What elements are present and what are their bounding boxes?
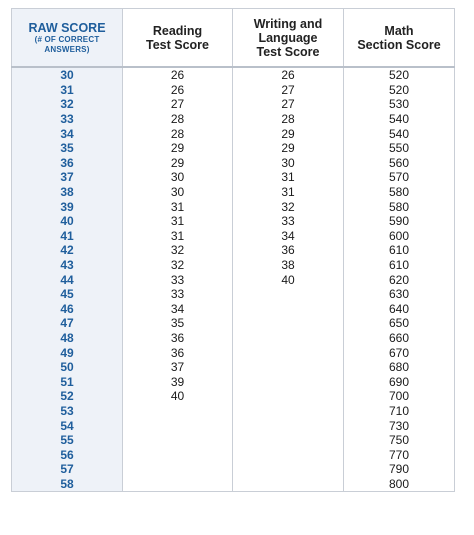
writing-score-cell <box>233 331 344 346</box>
raw-score-cell: 36 <box>12 156 123 171</box>
table-row <box>12 156 455 171</box>
math-score-cell: 690 <box>344 374 455 389</box>
writing-score-cell: 26 <box>233 67 344 83</box>
table-row <box>12 141 455 156</box>
table-row <box>12 229 455 244</box>
reading-score-cell: 35 <box>123 316 233 331</box>
math-score-cell: 590 <box>344 214 455 229</box>
math-score-cell: 560 <box>344 156 455 171</box>
writing-score-cell: 34 <box>233 229 344 244</box>
reading-score-cell <box>123 477 233 492</box>
reading-score-cell: 27 <box>123 97 233 112</box>
math-score-cell: 540 <box>344 112 455 127</box>
raw-score-cell: 34 <box>12 126 123 141</box>
table-row <box>12 214 455 229</box>
math-score-cell: 610 <box>344 258 455 273</box>
table-row <box>12 462 455 477</box>
table-row <box>12 433 455 448</box>
raw-score-cell: 43 <box>12 258 123 273</box>
table-row <box>12 447 455 462</box>
reading-score-cell: 36 <box>123 345 233 360</box>
table-row <box>12 331 455 346</box>
raw-score-cell: 35 <box>12 141 123 156</box>
raw-score-subtitle-line1: (# OF CORRECT <box>34 34 100 44</box>
raw-score-cell: 58 <box>12 477 123 492</box>
math-score-cell: 670 <box>344 345 455 360</box>
table-row <box>12 404 455 419</box>
math-score-cell: 530 <box>344 97 455 112</box>
table-body <box>12 67 455 492</box>
math-score-cell: 640 <box>344 302 455 317</box>
math-score-cell: 790 <box>344 462 455 477</box>
raw-score-cell: 49 <box>12 345 123 360</box>
score-conversion-table-container <box>11 8 454 492</box>
reading-score-cell: 33 <box>123 272 233 287</box>
math-score-cell: 770 <box>344 447 455 462</box>
math-score-cell: 550 <box>344 141 455 156</box>
math-score-cell: 660 <box>344 331 455 346</box>
math-score-cell: 710 <box>344 404 455 419</box>
math-score-cell: 750 <box>344 433 455 448</box>
writing-score-cell <box>233 374 344 389</box>
math-score-cell: 570 <box>344 170 455 185</box>
table-row <box>12 126 455 141</box>
table-row <box>12 477 455 492</box>
reading-score-cell: 37 <box>123 360 233 375</box>
reading-score-cell: 32 <box>123 258 233 273</box>
math-score-cell: 630 <box>344 287 455 302</box>
table-row <box>12 243 455 258</box>
table-row <box>12 374 455 389</box>
table-row <box>12 112 455 127</box>
reading-score-cell: 26 <box>123 83 233 98</box>
writing-score-cell <box>233 287 344 302</box>
reading-score-cell <box>123 404 233 419</box>
writing-score-cell: 40 <box>233 272 344 287</box>
raw-score-cell: 39 <box>12 199 123 214</box>
math-score-cell: 520 <box>344 83 455 98</box>
table-row <box>12 258 455 273</box>
reading-score-cell: 36 <box>123 331 233 346</box>
reading-score-cell: 39 <box>123 374 233 389</box>
math-score-cell: 520 <box>344 67 455 83</box>
score-conversion-table <box>11 8 455 492</box>
math-header-line1: Math <box>384 23 414 38</box>
math-score-cell: 700 <box>344 389 455 404</box>
math-header-line2: Section Score <box>357 37 441 52</box>
raw-score-cell: 32 <box>12 97 123 112</box>
table-row <box>12 345 455 360</box>
raw-score-cell: 40 <box>12 214 123 229</box>
math-score-cell: 730 <box>344 418 455 433</box>
math-score-cell: 610 <box>344 243 455 258</box>
raw-score-cell: 52 <box>12 389 123 404</box>
raw-score-title: RAW SCORE <box>28 20 106 35</box>
writing-score-cell: 31 <box>233 170 344 185</box>
raw-score-cell: 57 <box>12 462 123 477</box>
reading-score-cell: 29 <box>123 141 233 156</box>
writing-header-line1: Writing and <box>253 16 323 31</box>
raw-score-cell: 47 <box>12 316 123 331</box>
writing-score-cell <box>233 389 344 404</box>
math-score-cell: 650 <box>344 316 455 331</box>
math-score-cell: 620 <box>344 272 455 287</box>
writing-score-cell: 32 <box>233 199 344 214</box>
reading-score-cell <box>123 433 233 448</box>
raw-score-cell: 45 <box>12 287 123 302</box>
raw-score-cell: 33 <box>12 112 123 127</box>
table-row <box>12 170 455 185</box>
writing-score-cell: 27 <box>233 83 344 98</box>
reading-score-cell: 28 <box>123 126 233 141</box>
table-row <box>12 97 455 112</box>
writing-score-cell: 31 <box>233 185 344 200</box>
reading-score-cell <box>123 462 233 477</box>
reading-score-cell: 33 <box>123 287 233 302</box>
table-row <box>12 185 455 200</box>
reading-score-cell <box>123 418 233 433</box>
writing-score-cell: 30 <box>233 156 344 171</box>
writing-header-line3: Test Score <box>256 44 320 59</box>
reading-score-cell: 32 <box>123 243 233 258</box>
raw-score-cell: 53 <box>12 404 123 419</box>
writing-score-cell: 29 <box>233 141 344 156</box>
writing-score-cell <box>233 418 344 433</box>
math-score-cell: 800 <box>344 477 455 492</box>
table-row <box>12 418 455 433</box>
reading-score-cell: 28 <box>123 112 233 127</box>
table-row <box>12 67 455 83</box>
raw-score-cell: 51 <box>12 374 123 389</box>
raw-score-cell: 44 <box>12 272 123 287</box>
math-score-cell: 540 <box>344 126 455 141</box>
raw-score-cell: 55 <box>12 433 123 448</box>
table-row <box>12 83 455 98</box>
math-score-cell: 580 <box>344 185 455 200</box>
raw-score-cell: 46 <box>12 302 123 317</box>
reading-score-cell <box>123 447 233 462</box>
raw-score-cell: 54 <box>12 418 123 433</box>
writing-score-cell: 33 <box>233 214 344 229</box>
header-row <box>12 9 455 68</box>
table-header <box>12 9 455 68</box>
reading-score-cell: 30 <box>123 185 233 200</box>
writing-score-cell <box>233 433 344 448</box>
raw-score-cell: 56 <box>12 447 123 462</box>
raw-score-cell: 41 <box>12 229 123 244</box>
writing-score-cell: 29 <box>233 126 344 141</box>
reading-header <box>123 9 233 68</box>
writing-score-cell: 38 <box>233 258 344 273</box>
raw-score-cell: 30 <box>12 67 123 83</box>
reading-score-cell: 30 <box>123 170 233 185</box>
math-score-cell: 680 <box>344 360 455 375</box>
writing-score-cell <box>233 316 344 331</box>
reading-score-cell: 29 <box>123 156 233 171</box>
writing-score-cell <box>233 477 344 492</box>
math-header <box>344 9 455 68</box>
reading-score-cell: 31 <box>123 214 233 229</box>
raw-score-cell: 37 <box>12 170 123 185</box>
raw-score-subtitle-line2: ANSWERS) <box>44 44 90 54</box>
writing-score-cell <box>233 447 344 462</box>
table-row <box>12 272 455 287</box>
reading-score-cell: 26 <box>123 67 233 83</box>
reading-score-cell: 34 <box>123 302 233 317</box>
math-score-cell: 580 <box>344 199 455 214</box>
writing-score-cell: 36 <box>233 243 344 258</box>
table-row <box>12 199 455 214</box>
reading-score-cell: 40 <box>123 389 233 404</box>
writing-header-line2: Language <box>258 30 318 45</box>
writing-score-cell <box>233 462 344 477</box>
raw-score-cell: 50 <box>12 360 123 375</box>
writing-score-cell <box>233 360 344 375</box>
reading-score-cell: 31 <box>123 229 233 244</box>
writing-score-cell <box>233 345 344 360</box>
raw-score-header <box>12 9 123 68</box>
raw-score-cell: 48 <box>12 331 123 346</box>
raw-score-cell: 38 <box>12 185 123 200</box>
reading-header-line2: Test Score <box>146 37 209 52</box>
writing-score-cell: 28 <box>233 112 344 127</box>
reading-header-line1: Reading <box>152 23 203 38</box>
math-score-cell: 600 <box>344 229 455 244</box>
writing-score-cell <box>233 404 344 419</box>
table-row <box>12 316 455 331</box>
writing-score-cell: 27 <box>233 97 344 112</box>
raw-score-cell: 31 <box>12 83 123 98</box>
table-row <box>12 389 455 404</box>
writing-header <box>233 9 344 68</box>
table-row <box>12 360 455 375</box>
writing-score-cell <box>233 302 344 317</box>
reading-score-cell: 31 <box>123 199 233 214</box>
table-row <box>12 302 455 317</box>
table-row <box>12 287 455 302</box>
raw-score-cell: 42 <box>12 243 123 258</box>
